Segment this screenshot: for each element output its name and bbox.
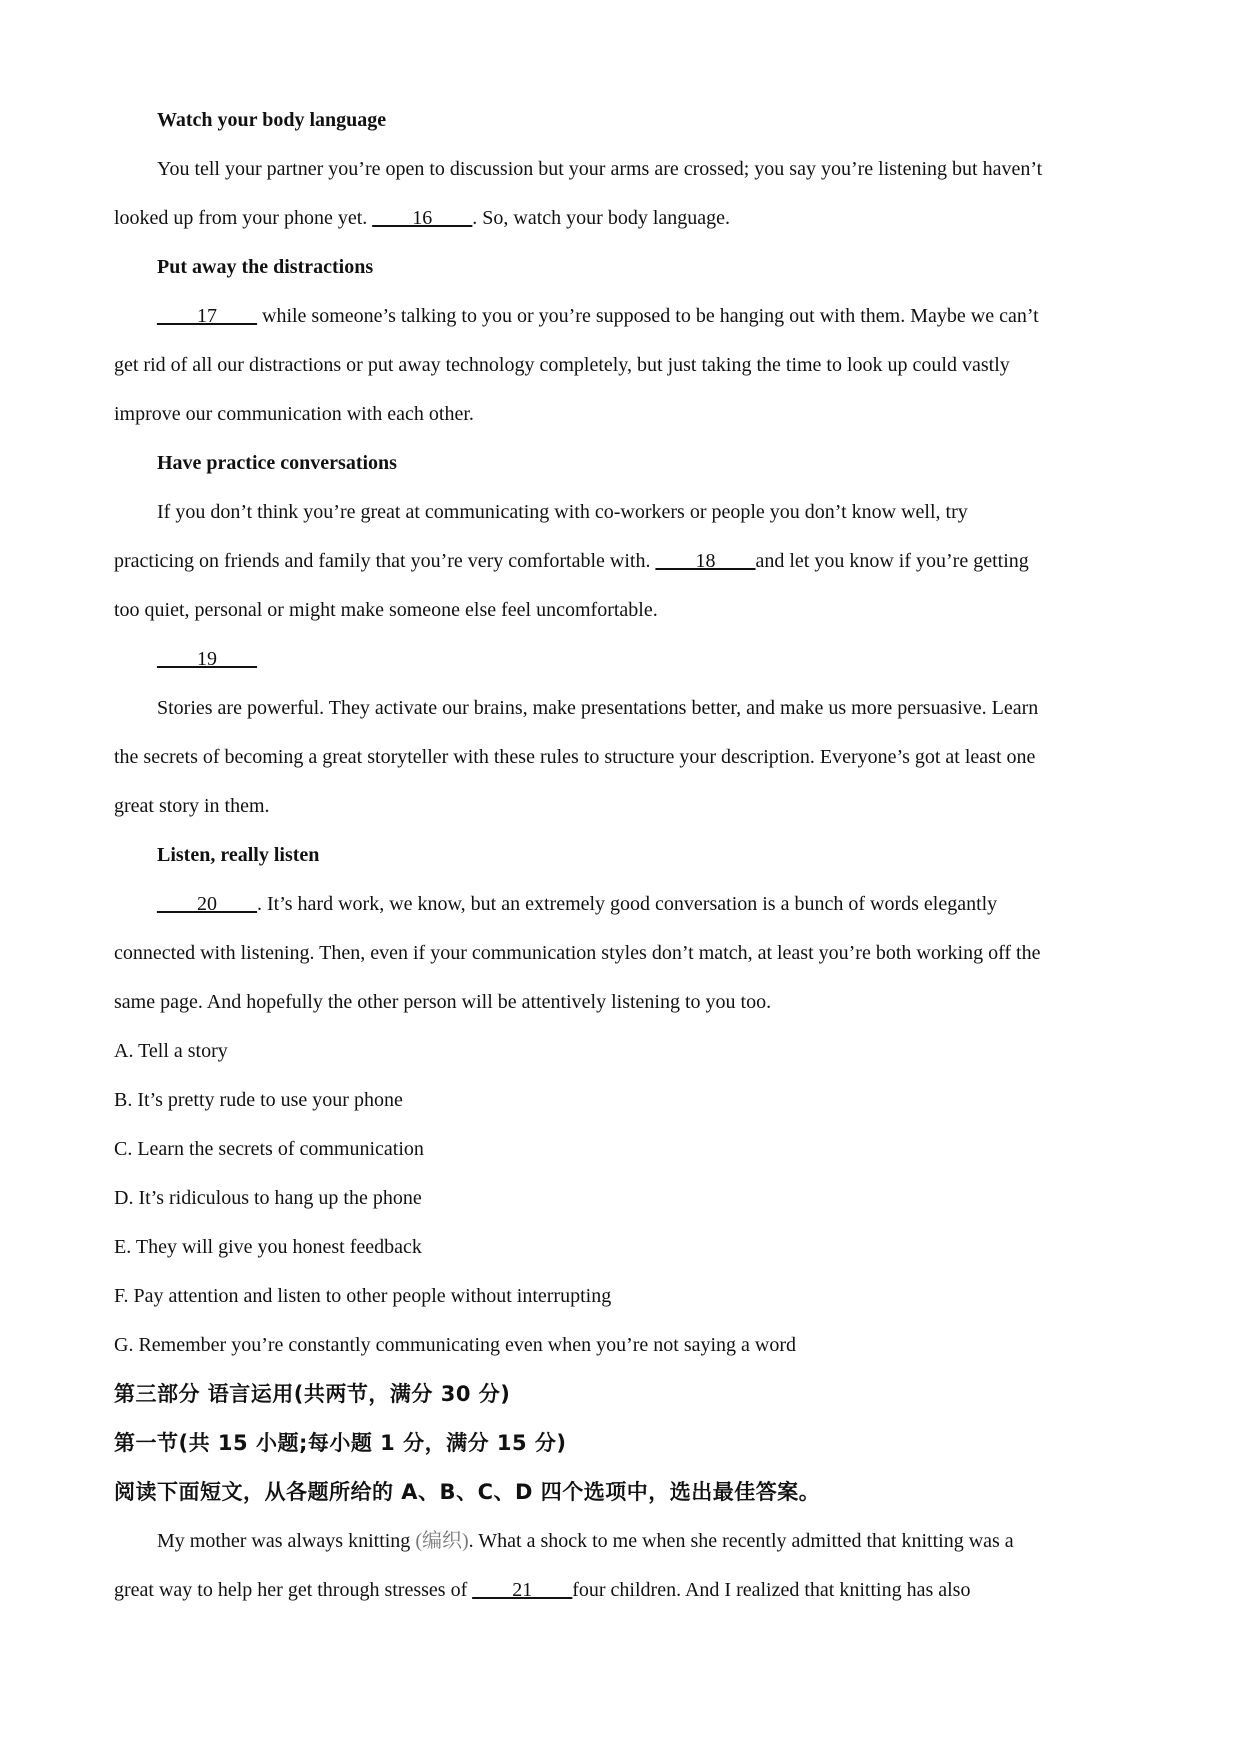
paragraph-line: If you don’t think you’re great at communicating with co-workers or people you don’t know well, try — [157, 501, 968, 523]
section-heading: Have practice conversations — [157, 452, 397, 474]
paragraph-line: same page. And hopefully the other person will be attentively listening to you too. — [114, 991, 772, 1013]
answer-option: E. They will give you honest feedback — [114, 1236, 422, 1258]
paragraph-line: You tell your partner you’re open to discussion but your arms are crossed; you say you’re listening but haven’t — [157, 158, 1043, 180]
answer-blank: ____18____ — [655, 550, 756, 572]
paragraph-line: the secrets of becoming a great storyteller with these rules to structure your description. Everyone’s got at least one — [114, 746, 1036, 768]
exam-page — [114, 96, 1134, 1615]
answer-option: F. Pay attention and listen to other people without interrupting — [114, 1285, 612, 1307]
paragraph-line: looked up from your phone yet. ____16____. So, watch your body language. — [114, 207, 731, 229]
paragraph-line: great way to help her get through stresses of ____21____four children. And I realized that knitting has also — [114, 1579, 971, 1601]
paragraph-line: My mother was always knitting (编织). What a shock to me when she recently admitted that knitting was a — [157, 1530, 1014, 1552]
answer-option: C. Learn the secrets of communication — [114, 1138, 424, 1160]
answer-option: G. Remember you’re constantly communicating even when you’re not saying a word — [114, 1334, 797, 1356]
answer-blank: ____21____ — [472, 1579, 573, 1601]
paragraph-line: great story in them. — [114, 795, 270, 817]
paragraph-line: connected with listening. Then, even if your communication styles don’t match, at least you’re both working off the — [114, 942, 1041, 964]
paragraph-line: practicing on friends and family that you’re very comfortable with. ____18____and let you know if you’re getting — [114, 550, 1029, 572]
part-title: 第三部分 语言运用(共两节，满分 30 分) — [114, 1382, 511, 1406]
section-heading: Put away the distractions — [157, 256, 374, 278]
answer-blank: ____17____ — [157, 305, 257, 327]
answer-option: D. It’s ridiculous to hang up the phone — [114, 1187, 422, 1209]
answer-blank: ____16____ — [372, 207, 473, 229]
paragraph-line: ____20____. It’s hard work, we know, but an extremely good conversation is a bunch of words elegantly — [157, 893, 998, 915]
instructions: 阅读下面短文，从各题所给的 A、B、C、D 四个选项中，选出最佳答案。 — [114, 1480, 821, 1504]
section-heading: Listen, really listen — [157, 844, 320, 866]
paragraph-line: Stories are powerful. They activate our brains, make presentations better, and make us more persuasive. Learn — [157, 697, 1039, 719]
answer-option: B. It’s pretty rude to use your phone — [114, 1089, 403, 1111]
answer-blank: ____19____ — [157, 648, 257, 670]
subsection-title: 第一节(共 15 小题;每小题 1 分，满分 15 分) — [114, 1431, 567, 1455]
section-heading: Watch your body language — [157, 109, 387, 131]
paragraph-line: get rid of all our distractions or put away technology completely, but just taking the time to look up could vastly — [114, 354, 1010, 376]
answer-blank: ____20____ — [157, 893, 257, 915]
paragraph-line: improve our communication with each other. — [114, 403, 474, 425]
paragraph-line: too quiet, personal or might make someone else feel uncomfortable. — [114, 599, 658, 621]
chinese-gloss: (编织) — [415, 1530, 469, 1552]
answer-option: A. Tell a story — [114, 1040, 228, 1062]
paragraph-line: ____17____ while someone’s talking to you or you’re supposed to be hanging out with them. Maybe we can’t — [157, 305, 1039, 327]
paragraph-line — [114, 635, 1134, 684]
